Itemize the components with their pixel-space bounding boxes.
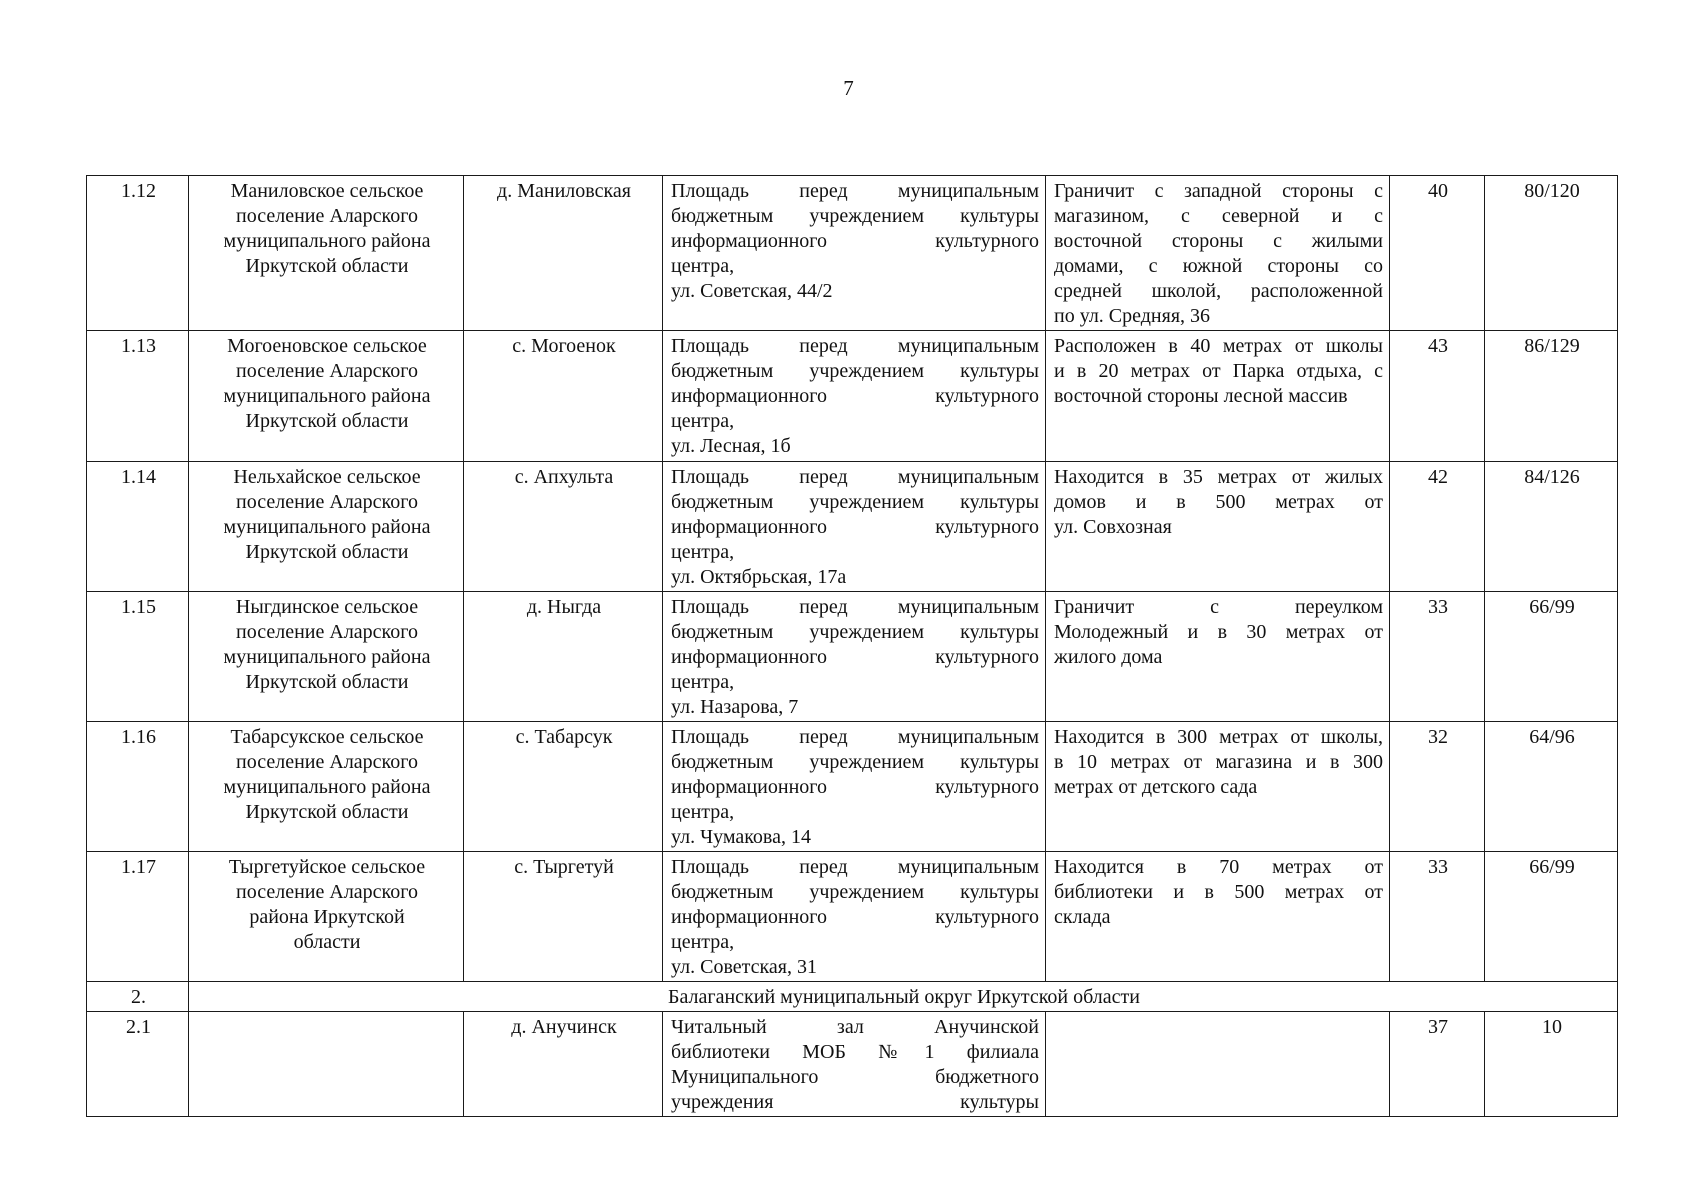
place-cell-line: центра,: [671, 255, 735, 277]
place-cell-line: бюджетным учреждением культуры: [671, 205, 1039, 227]
borders-cell-line: склада: [1054, 906, 1111, 928]
borders-cell-line: восточной стороны с жилыми: [1054, 230, 1383, 252]
borders-cell-line: ул. Совхозная: [1054, 516, 1172, 538]
municipality-cell: [189, 176, 464, 331]
municipality-cell: [189, 462, 464, 592]
place-cell-line: бюджетным учреждением культуры: [671, 360, 1039, 382]
place-cell-line: центра,: [671, 671, 735, 693]
municipality-cell-line: муниципального района: [223, 646, 431, 668]
place-cell-line: центра,: [671, 541, 735, 563]
municipality-cell-line: поселение Аларского: [236, 621, 418, 643]
municipality-cell-line: Иркутской области: [245, 410, 409, 432]
row-number: 2.1: [87, 1012, 189, 1117]
borders-cell: [1046, 592, 1390, 722]
municipality-cell-line: поселение Аларского: [236, 491, 418, 513]
borders-cell: [1046, 462, 1390, 592]
municipality-cell: [189, 1012, 464, 1117]
area-cell: 40: [1390, 176, 1485, 331]
place-cell-line: ул. Советская, 44/2: [671, 280, 833, 302]
table-row: [87, 462, 1618, 592]
municipality-cell-line: поселение Аларского: [236, 205, 418, 227]
place-cell: [663, 852, 1046, 982]
place-cell: [663, 331, 1046, 462]
locality-cell: с. Табарсук: [464, 722, 663, 852]
sites-table: [86, 175, 1618, 1117]
borders-cell-line: магазином, с северной и с: [1054, 205, 1383, 227]
locality-cell: д. Анучинск: [464, 1012, 663, 1117]
place-cell-line: ул. Советская, 31: [671, 956, 817, 978]
place-cell: [663, 592, 1046, 722]
place-cell-line: учреждения культуры: [671, 1091, 1039, 1113]
area-cell: 43: [1390, 331, 1485, 462]
municipality-cell-line: Иркутской области: [245, 541, 409, 563]
locality-cell: д. Маниловская: [464, 176, 663, 331]
row-number: 1.14: [87, 462, 189, 592]
municipality-cell: [189, 852, 464, 982]
place-cell-line: Площадь перед муниципальным: [671, 180, 1039, 202]
municipality-cell-line: поселение Аларского: [236, 751, 418, 773]
capacity-cell: 80/120: [1485, 176, 1618, 331]
place-cell-line: Читальный зал Анучинской: [671, 1016, 1039, 1038]
borders-cell-line: и в 20 метрах от Парка отдыха, с: [1054, 360, 1383, 382]
municipality-cell-line: области: [293, 931, 361, 953]
row-number: 1.15: [87, 592, 189, 722]
municipality-cell-line: муниципального района: [223, 230, 431, 252]
area-cell: 33: [1390, 852, 1485, 982]
place-cell-line: Площадь перед муниципальным: [671, 335, 1039, 357]
place-cell-line: центра,: [671, 410, 735, 432]
place-cell-line: Площадь перед муниципальным: [671, 726, 1039, 748]
place-cell-line: ул. Чумакова, 14: [671, 826, 811, 848]
locality-cell: с. Могоенок: [464, 331, 663, 462]
place-cell-line: бюджетным учреждением культуры: [671, 491, 1039, 513]
section-number: 2.: [87, 982, 189, 1012]
municipality-cell-line: муниципального района: [223, 776, 431, 798]
capacity-cell: 66/99: [1485, 852, 1618, 982]
place-cell-line: информационного культурного: [671, 230, 1039, 252]
borders-cell-line: жилого дома: [1054, 646, 1163, 668]
municipality-cell: [189, 722, 464, 852]
municipality-cell-line: Табарсукское сельское: [230, 726, 424, 748]
place-cell-line: центра,: [671, 931, 735, 953]
municipality-cell-line: района Иркутской: [249, 906, 405, 928]
borders-cell-line: домов и в 500 метрах от: [1054, 491, 1383, 513]
area-cell: 42: [1390, 462, 1485, 592]
borders-cell-line: Граничит с переулком: [1054, 596, 1383, 618]
place-cell-line: ул. Октябрьская, 17а: [671, 566, 847, 588]
place-cell-line: Площадь перед муниципальным: [671, 856, 1039, 878]
borders-cell: [1046, 176, 1390, 331]
place-cell-line: бюджетным учреждением культуры: [671, 621, 1039, 643]
municipality-cell-line: Иркутской области: [245, 671, 409, 693]
place-cell: [663, 176, 1046, 331]
capacity-cell: 86/129: [1485, 331, 1618, 462]
borders-cell-line: в 10 метрах от магазина и в 300: [1054, 751, 1383, 773]
locality-cell: с. Тыргетуй: [464, 852, 663, 982]
place-cell-line: Муниципального бюджетного: [671, 1066, 1039, 1088]
borders-cell-line: Находится в 70 метрах от: [1054, 856, 1383, 878]
municipality-cell-line: Ныгдинское сельское: [235, 596, 419, 618]
municipality-cell: [189, 331, 464, 462]
borders-cell-line: домами, с южной стороны со: [1054, 255, 1383, 277]
municipality-cell-line: Маниловское сельское: [230, 180, 424, 202]
area-cell: 33: [1390, 592, 1485, 722]
municipality-cell-line: поселение Аларского: [236, 881, 418, 903]
borders-cell-line: Граничит с западной стороны с: [1054, 180, 1383, 202]
row-number: 1.16: [87, 722, 189, 852]
place-cell: [663, 722, 1046, 852]
place-cell-line: бюджетным учреждением культуры: [671, 881, 1039, 903]
municipality-cell-line: муниципального района: [223, 516, 431, 538]
municipality-cell-line: Нельхайское сельское: [233, 466, 421, 488]
capacity-cell: 64/96: [1485, 722, 1618, 852]
borders-cell: [1046, 722, 1390, 852]
row-number: 1.13: [87, 331, 189, 462]
municipality-cell-line: Тыргетуйское сельское: [228, 856, 426, 878]
place-cell-line: ул. Лесная, 1б: [671, 435, 791, 457]
borders-cell-line: средней школой, расположенной: [1054, 280, 1383, 302]
place-cell-line: информационного культурного: [671, 906, 1039, 928]
municipality-cell: [189, 592, 464, 722]
page-number: 7: [843, 76, 854, 100]
place-cell-line: информационного культурного: [671, 776, 1039, 798]
place-cell-line: Площадь перед муниципальным: [671, 596, 1039, 618]
table-row: [87, 592, 1618, 722]
borders-cell: [1046, 1012, 1390, 1117]
place-cell-line: центра,: [671, 801, 735, 823]
capacity-cell: 10: [1485, 1012, 1618, 1117]
borders-cell-line: Молодежный и в 30 метрах от: [1054, 621, 1383, 643]
locality-cell: с. Апхульта: [464, 462, 663, 592]
municipality-cell-line: Иркутской области: [245, 801, 409, 823]
borders-cell-line: Расположен в 40 метрах от школы: [1054, 335, 1383, 357]
borders-cell-line: Находится в 300 метрах от школы,: [1054, 726, 1383, 748]
place-cell-line: информационного культурного: [671, 646, 1039, 668]
place-cell: [663, 462, 1046, 592]
place-cell-line: ул. Назарова, 7: [671, 696, 799, 718]
municipality-cell-line: Иркутской области: [245, 255, 409, 277]
capacity-cell: 66/99: [1485, 592, 1618, 722]
municipality-cell-line: Могоеновское сельское: [227, 335, 427, 357]
locality-cell: д. Ныгда: [464, 592, 663, 722]
municipality-cell-line: поселение Аларского: [236, 360, 418, 382]
table-row: [87, 852, 1618, 982]
place-cell-line: информационного культурного: [671, 516, 1039, 538]
borders-cell-line: метрах от детского сада: [1054, 776, 1258, 798]
borders-cell-line: по ул. Средняя, 36: [1054, 305, 1211, 327]
table-row: [87, 331, 1618, 462]
section-row: [87, 982, 1618, 1012]
municipality-cell-line: муниципального района: [223, 385, 431, 407]
capacity-cell: 84/126: [1485, 462, 1618, 592]
section-title: Балаганский муниципальный округ Иркутской области: [189, 982, 1618, 1012]
table-row: [87, 722, 1618, 852]
table-row: [87, 1012, 1618, 1117]
borders-cell-line: библиотеки и в 500 метрах от: [1054, 881, 1383, 903]
borders-cell-line: Находится в 35 метрах от жилых: [1054, 466, 1383, 488]
place-cell-line: бюджетным учреждением культуры: [671, 751, 1039, 773]
area-cell: 37: [1390, 1012, 1485, 1117]
row-number: 1.12: [87, 176, 189, 331]
row-number: 1.17: [87, 852, 189, 982]
borders-cell: [1046, 852, 1390, 982]
borders-cell: [1046, 331, 1390, 462]
place-cell-line: Площадь перед муниципальным: [671, 466, 1039, 488]
borders-cell-line: восточной стороны лесной массив: [1054, 385, 1348, 407]
place-cell-line: библиотеки МОБ №1 филиала: [671, 1041, 1039, 1063]
area-cell: 32: [1390, 722, 1485, 852]
place-cell-line: информационного культурного: [671, 385, 1039, 407]
place-cell: [663, 1012, 1046, 1117]
table-row: [87, 176, 1618, 331]
